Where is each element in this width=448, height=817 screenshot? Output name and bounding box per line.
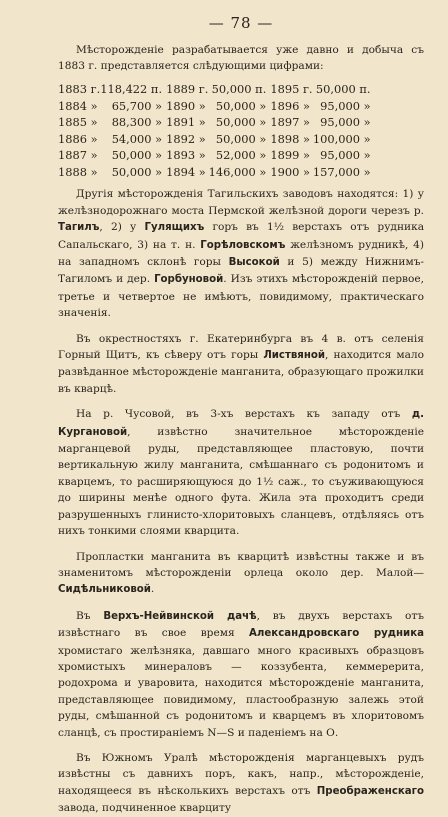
table-row — [58, 131, 375, 148]
paragraph-sidelnikova — [58, 549, 424, 599]
paragraph-south-ural — [58, 750, 424, 817]
text-run: горъ въ 1½ верстахъ отъ рудника Сапальскаго, 3) на т. н. — [58, 221, 425, 251]
year-cell: 1885 » — [58, 115, 98, 130]
table-row — [58, 114, 375, 131]
paragraph-tagil-deposits — [58, 186, 424, 321]
table-row — [58, 147, 375, 164]
place-name-bold: Горѣловскомъ — [200, 239, 286, 251]
year-cell: 1894 » — [166, 165, 206, 180]
text-run: Другія мѣсторожденія Тагильскихъ заводовъ находятся: 1) у желѣзнодорожнаго моста Пермской желѣзной дороги черезъ р. — [58, 188, 424, 217]
place-name-bold: Верхъ-Нейвинской дачѣ — [103, 610, 257, 622]
output-cell: 50,000 п. — [315, 82, 371, 97]
year-cell: 1892 » — [166, 131, 206, 146]
text-run: Въ Южномъ Уралѣ мѣсторожденія марганцевыхъ рудъ извѣстны съ давнихъ поръ, какъ, напр., мѣсторожденіе, находящееся въ нѣсколькихъ верстахъ отъ — [58, 751, 424, 797]
page-number: — 78 — — [208, 14, 274, 32]
year-cell: 1889 г. — [166, 82, 209, 97]
year-cell: 1897 » — [270, 115, 310, 130]
place-name-bold: Высокой — [228, 257, 280, 268]
output-cell: 54,000 » — [111, 131, 163, 146]
year-cell: 1890 » — [166, 98, 206, 113]
output-cell: 50,000 » — [215, 115, 267, 130]
year-cell: 1884 » — [58, 98, 98, 113]
year-cell: 1883 г. — [58, 82, 101, 97]
place-name-bold: д. Кургановой — [58, 409, 424, 438]
text-run: , извѣстно значительное мѣсторожденіе марганцевой руды, представляющее пластовую, почти вертикальную жилу манганита, смѣшаннаго съ родонитомъ и кварцемъ, то расширяющуюся до 1½ саж., то съуживающуюся до ширины менѣе одного фута. Жила эта проходитъ среди разрушенныхъ глинисто-хлоритовыхъ сланцевъ, отдѣляясь отъ нихъ тонкими слоями кварцита. — [58, 425, 424, 538]
place-name-bold: Горбуновой — [154, 274, 224, 286]
year-cell: 1899 » — [270, 148, 310, 163]
text-run: , въ двухъ верстахъ отъ извѣстнаго въ свое время — [58, 609, 424, 640]
output-cell: 65,700 » — [111, 98, 163, 113]
intro-paragraph: Мѣсторожденіе разрабатывается уже давно и добыча съ 1883 г. представляется слѣдующими цифрами: — [58, 44, 424, 73]
text-run: Въ окрестностяхъ г. Екатеринбурга въ 4 в. отъ селенія Горный Щитъ, къ сѣверу отъ горы — [58, 332, 424, 362]
table-row — [58, 97, 375, 114]
output-cell: 52,000 » — [215, 148, 267, 163]
text-run: , находится мало развѣданное мѣсторожденіе манганита, образующаго прожилки въ кварцѣ. — [58, 349, 424, 395]
output-cell: 50,000 » — [215, 131, 267, 146]
output-cell: 95,000 » — [320, 148, 371, 163]
text-run: хромистаго желѣзняка, давшаго много красивыхъ образцовъ хромистыхъ минераловъ — коззубента, кеммерерита, родохрома и уваровита, находится мѣсторожденіе манганита, представляющее повидимому, пластообразную залежь этой руды, смѣшанной съ родонитомъ и кварцемъ въ хлоритовомъ сланцѣ, съ простираніемъ N—S и паденіемъ на О. — [58, 644, 424, 739]
output-cell: 157,000 » — [312, 165, 371, 180]
output-cell: 50,000 » — [215, 98, 267, 113]
output-cell: 50,000 » — [111, 148, 163, 163]
production-table — [58, 81, 375, 181]
year-cell: 1888 » — [58, 165, 98, 180]
text-run: . Изъ этихъ мѣсторожденій первое, третье и четвертое не имѣютъ, повидимому, практическаго значенія. — [58, 273, 424, 320]
paragraph-verkh-neyvinsk — [58, 608, 424, 741]
place-name-bold: Листвяной — [263, 350, 326, 362]
output-cell: 50,000 » — [111, 165, 163, 180]
text-run: завода, подчиненное кварциту — [58, 802, 232, 815]
output-cell: 95,000 » — [320, 115, 371, 130]
year-cell: 1898 » — [270, 131, 310, 146]
year-cell: 1891 » — [166, 115, 206, 130]
paragraph-chusovaya — [58, 406, 424, 539]
text-run: На р. Чусовой, въ 3-хъ верстахъ къ западу отъ — [76, 408, 412, 421]
place-name-bold: Преображенскаго — [316, 785, 424, 797]
place-name-bold: Тагилъ — [58, 222, 100, 234]
year-cell: 1886 » — [58, 131, 98, 146]
text-run: Пропластки манганита въ кварцитѣ извѣстны также и въ знаменитомъ мѣсторожденіи орлеца около дер. Малой— — [58, 550, 424, 579]
year-cell: 1896 » — [270, 98, 310, 113]
paragraph-ekaterinburg — [58, 331, 424, 398]
output-cell: 146,000 » — [208, 165, 267, 180]
output-cell: 118,422 п. — [100, 82, 163, 97]
year-cell: 1893 » — [166, 148, 206, 163]
output-cell: 50,000 п. — [211, 82, 267, 97]
text-run: и 5) между Нижнимъ-Тагиломъ и дер. — [58, 256, 425, 286]
output-cell: 100,000 » — [312, 131, 371, 146]
table-row — [58, 81, 375, 98]
output-cell: 88,300 » — [111, 115, 163, 130]
text-run: , 2) у — [99, 221, 145, 234]
text-run: Въ — [76, 609, 104, 622]
output-cell: 95,000 » — [320, 98, 371, 113]
year-cell: 1900 » — [270, 165, 310, 180]
year-cell: 1887 » — [58, 148, 98, 163]
table-row — [58, 164, 375, 181]
text-run: . — [150, 583, 155, 596]
place-name-bold: Гулящихъ — [144, 222, 205, 234]
place-name-bold: Сидѣльниковой — [58, 584, 151, 596]
text-run: желѣзномъ рудникѣ, 4) на западномъ склонѣ горы — [58, 238, 424, 268]
year-cell: 1895 г. — [270, 82, 313, 97]
place-name-bold: Александровскаго рудника — [249, 628, 424, 640]
